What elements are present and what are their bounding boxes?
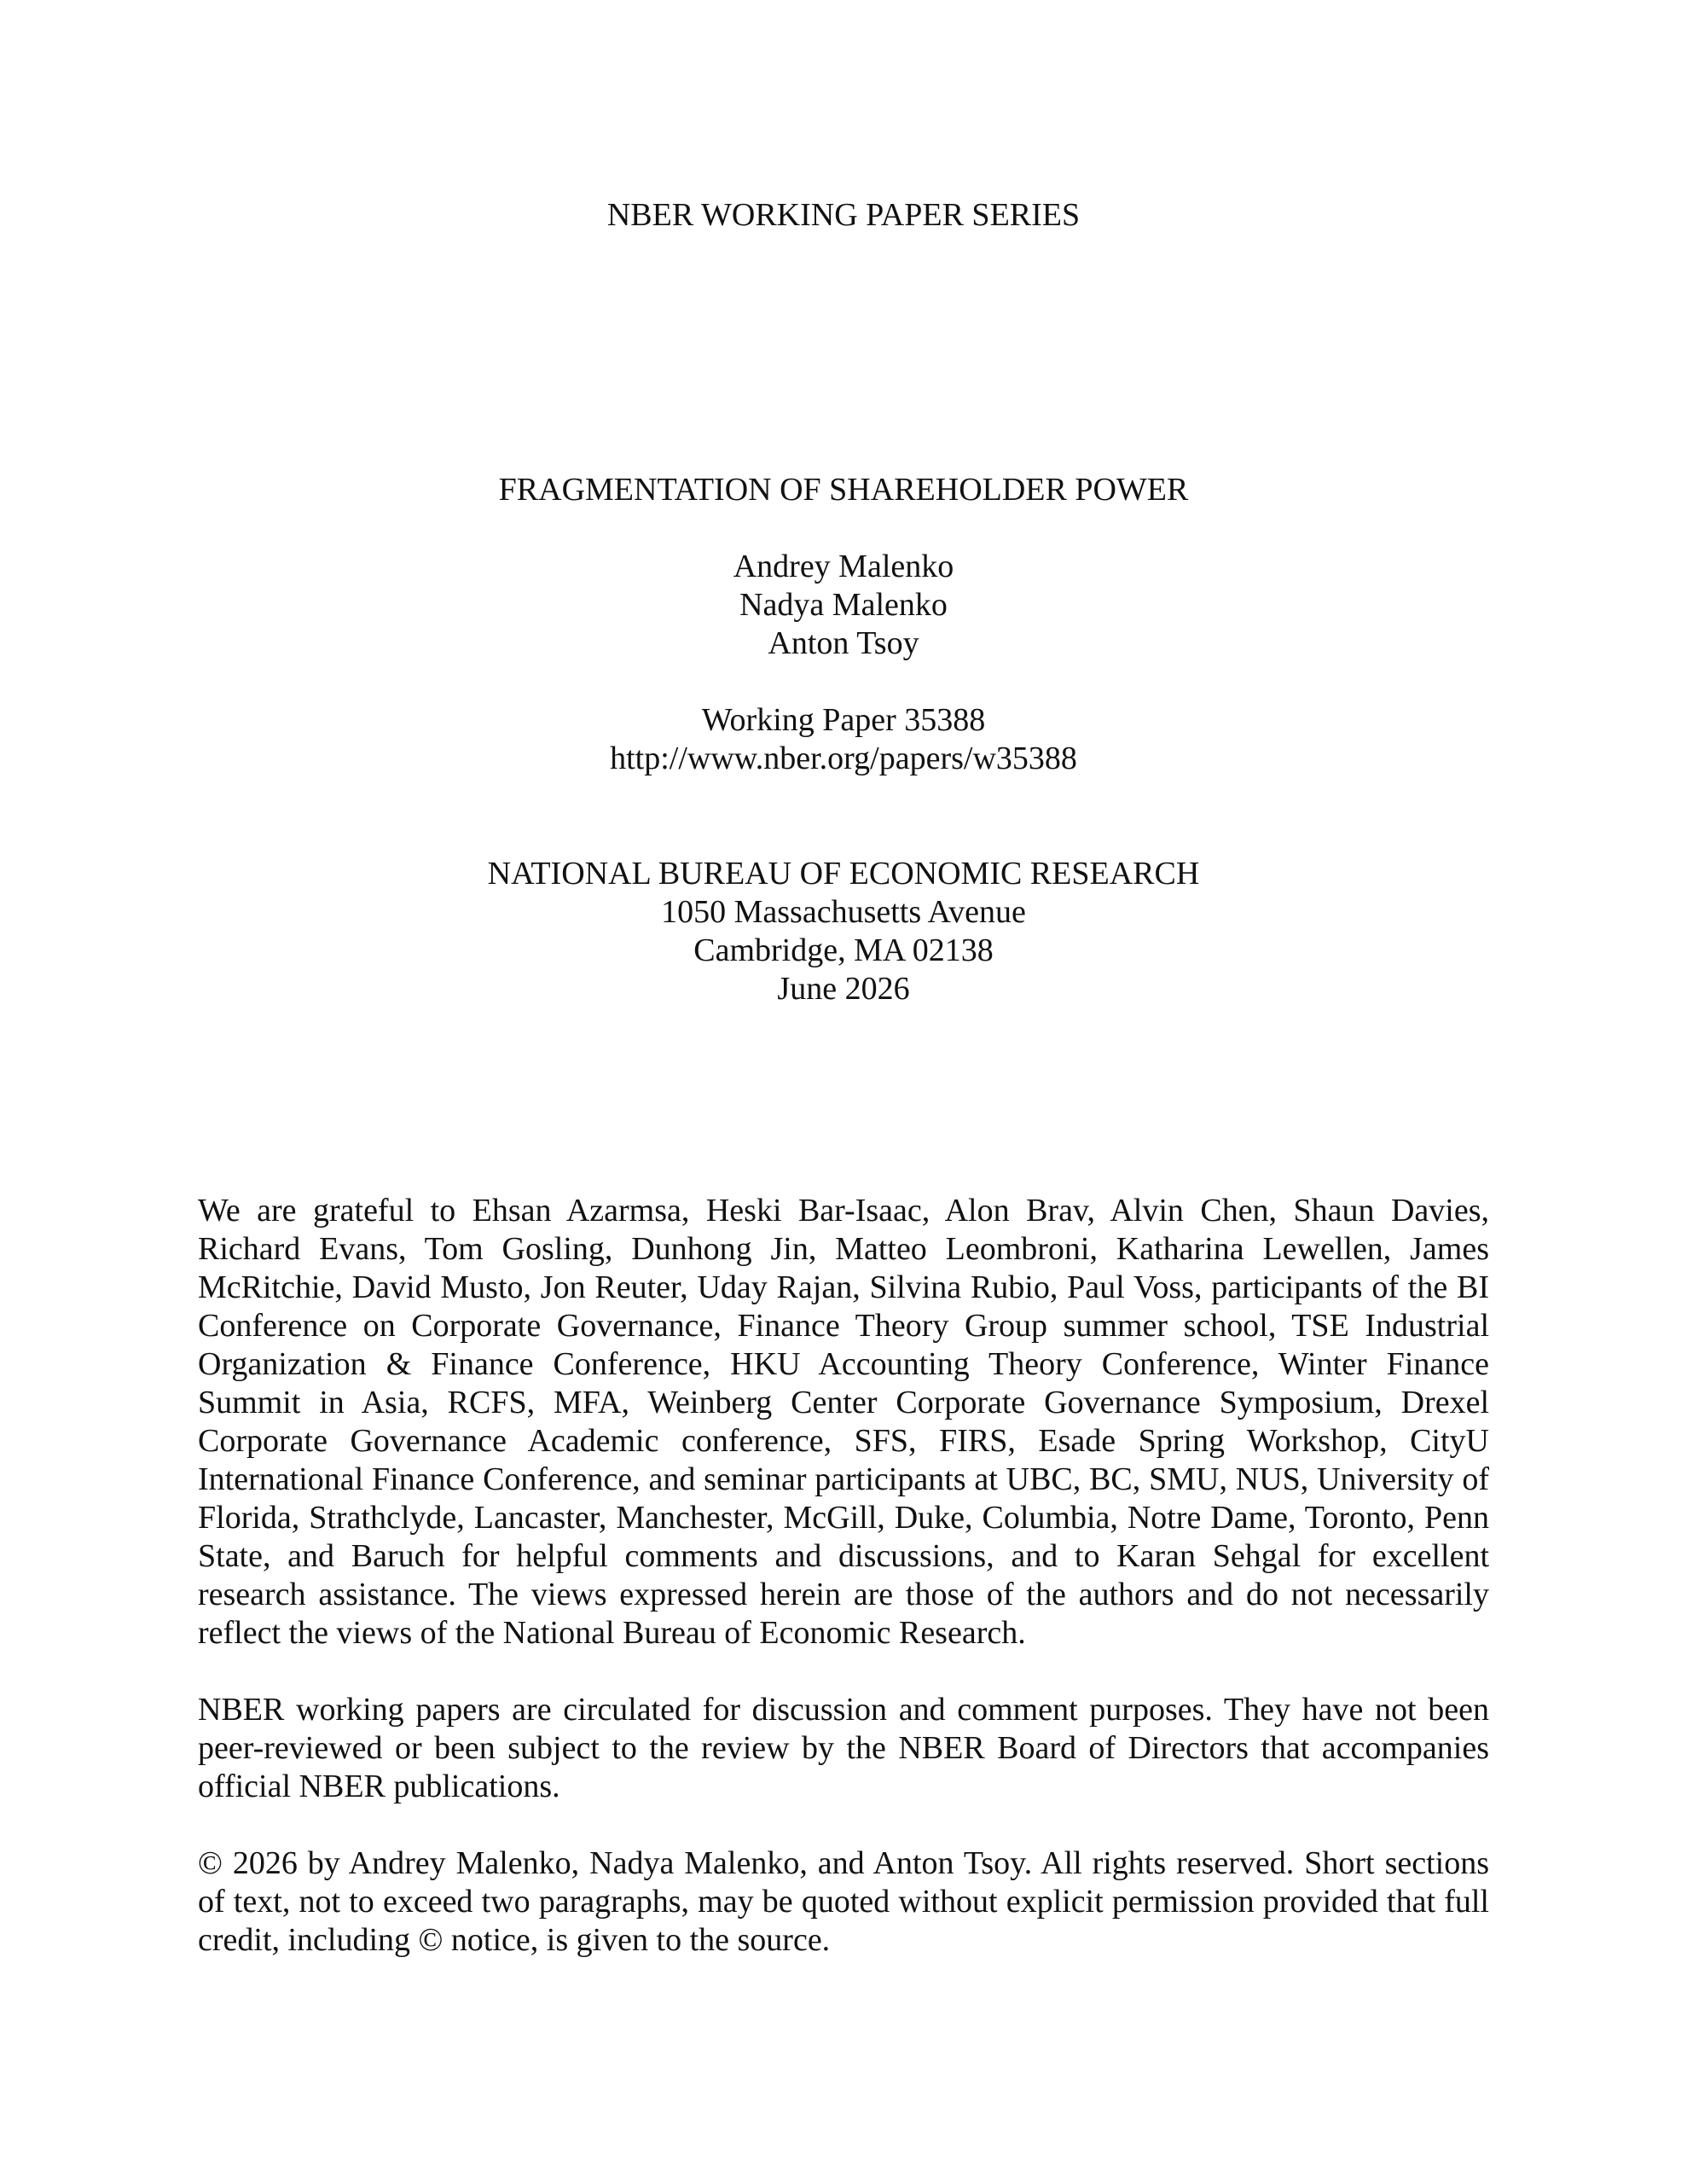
disclaimer-paragraph: NBER working papers are circulated for discussion and comment purposes. They have not been peer-reviewed or been subject to the review by the NBER Board of Directors that accompanies official NBER publications. xyxy=(198,1692,1489,1804)
working-paper-info xyxy=(0,701,1687,778)
acknowledgment-paragraph: We are grateful to Ehsan Azarmsa, Heski Bar-Isaac, Alon Brav, Alvin Chen, Shaun Davies, Richard Evans, Tom Gosling, Dunhong Jin, Matteo Leombroni, Katharina Lewellen, James McRitchie, David Musto, Jon Reuter, Uday Rajan, Silvina Rubio, Paul Voss, participants of the BI Conference on Corporate Governance, Finance Theory Group summer school, TSE Industrial Organization & Finance Conference, HKU Accounting Theory Conference, Winter Finance Summit in Asia, RCFS, MFA, Weinberg Center Corporate Governance Symposium, Drexel Corporate Governance Academic conference, SFS, FIRS, Esade Spring Workshop, CityU International Finance Conference, and seminar participants at UBC, BC, SMU, NUS, University of Florida, Strathclyde, Lancaster, Manchester, McGill, Duke, Columbia, Notre Dame, Toronto, Penn State, and Baruch for helpful comments and discussions, and to Karan Sehgal for excellent research assistance. The views expressed herein are those of the authors and do not necessarily reflect the views of the National Bureau of Economic Research. xyxy=(198,1193,1489,1651)
author-name: Andrey Malenko xyxy=(733,549,954,584)
organization-name: NATIONAL BUREAU OF ECONOMIC RESEARCH xyxy=(487,856,1200,892)
paper-title: FRAGMENTATION OF SHAREHOLDER POWER xyxy=(498,472,1189,508)
author-name: Anton Tsoy xyxy=(768,625,919,661)
author-list xyxy=(0,548,1687,663)
organization-street: 1050 Massachusetts Avenue xyxy=(661,894,1026,930)
series-label: NBER WORKING PAPER SERIES xyxy=(606,197,1081,233)
paper-title-block xyxy=(0,471,1687,509)
working-paper-number: Working Paper 35388 xyxy=(701,702,986,738)
copyright-paragraph: © 2026 by Andrey Malenko, Nadya Malenko, and Anton Tsoy. All rights reserved. Short sections of text, not to exceed two paragraphs, may be quoted without explicit permission provided that full credit, including © notice, is given to the source. xyxy=(198,1845,1489,1958)
author-name: Nadya Malenko xyxy=(739,587,948,623)
series-heading xyxy=(0,196,1687,235)
organization-block xyxy=(0,855,1687,1008)
paper-url: http://www.nber.org/papers/w35388 xyxy=(610,741,1077,776)
organization-city: Cambridge, MA 02138 xyxy=(693,932,994,968)
publication-date: June 2026 xyxy=(777,971,910,1007)
